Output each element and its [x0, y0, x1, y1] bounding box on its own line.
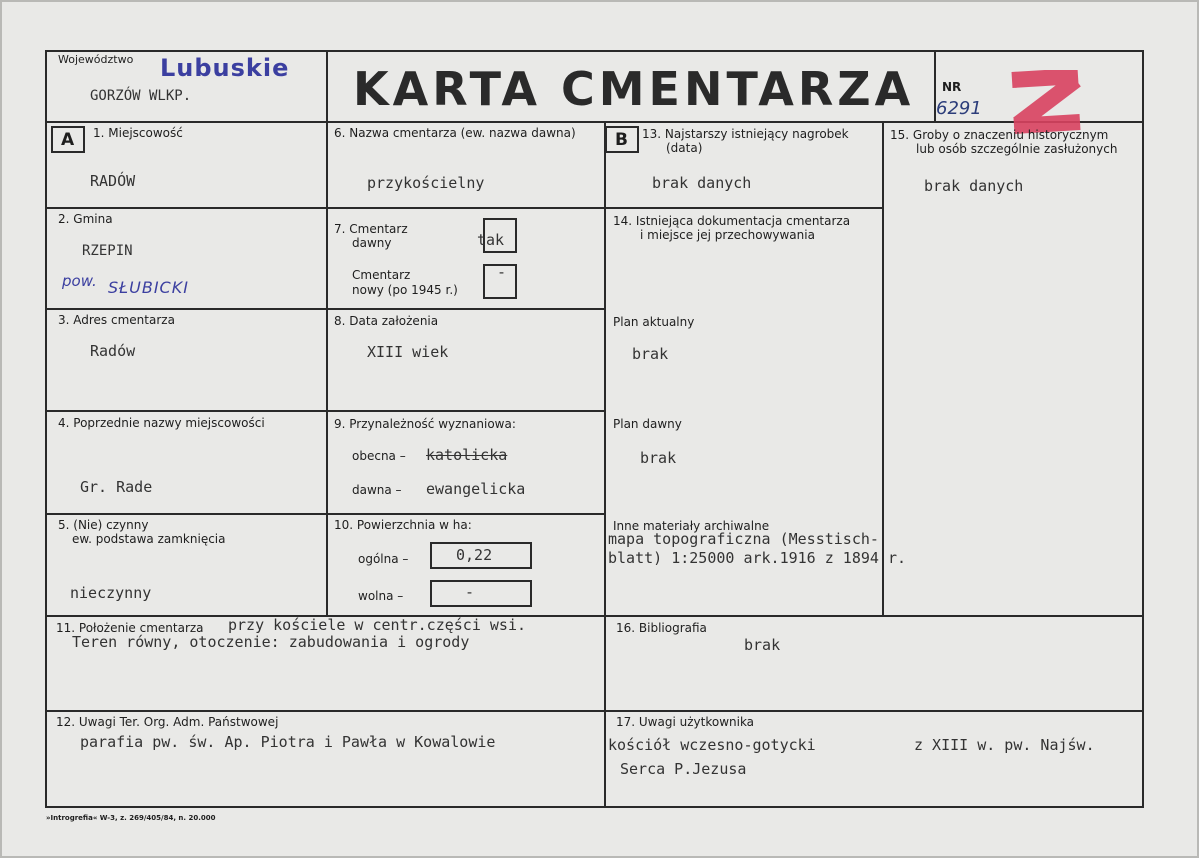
- rule: [45, 410, 605, 412]
- rule: [326, 50, 328, 615]
- section-b-letter: B: [615, 130, 628, 150]
- field-10-ogolna-value: 0,22: [456, 546, 493, 564]
- field-11-line-1: przy kościele w centr.części wsi.: [228, 616, 527, 634]
- field-14-label: 14. Istniejąca dokumentacja cmentarza: [613, 214, 851, 228]
- nr-label: NR: [942, 80, 962, 94]
- field-2-pow-label: pow.: [62, 272, 97, 290]
- field-13-label: 13. Najstarszy istniejący nagrobek: [642, 127, 849, 141]
- field-3-value: Radów: [90, 342, 136, 360]
- field-9-obecna-label: obecna –: [352, 449, 406, 463]
- field-5-label: 5. (Nie) czynny: [58, 518, 149, 532]
- field-13-value: brak danych: [652, 174, 752, 192]
- field-9-dawna-value: ewangelicka: [426, 480, 526, 498]
- rule: [45, 207, 883, 209]
- field-10-wolna-value: -: [465, 583, 475, 601]
- print-footer: »Introgrefia« W-3, z. 269/405/84, n. 20.000: [46, 814, 216, 822]
- field-7-label-3: Cmentarz: [352, 268, 411, 282]
- field-14-label-2: i miejsce jej przechowywania: [640, 228, 815, 242]
- nr-value: 6291: [936, 98, 982, 119]
- field-17-line-2: Serca P.Jezusa: [620, 760, 747, 778]
- field-8-label: 8. Data założenia: [334, 314, 439, 328]
- wojewodztwo-label: Województwo: [58, 53, 134, 66]
- field-7-label-4: nowy (po 1945 r.): [352, 283, 458, 297]
- field-2-value: RZEPIN: [82, 243, 133, 259]
- field-13-label-2: (data): [666, 141, 703, 155]
- field-9-obecna-value: katolicka: [426, 446, 508, 464]
- field-16-value: brak: [744, 636, 781, 654]
- field-17-label: 17. Uwagi użytkownika: [616, 715, 755, 729]
- rule: [45, 121, 1144, 123]
- plan-dawny-value: brak: [640, 449, 677, 467]
- field-17-line-1a: kościół wczesno-gotycki: [608, 736, 816, 754]
- field-6-label: 6. Nazwa cmentarza (ew. nazwa dawna): [334, 126, 576, 140]
- rule: [1142, 50, 1144, 808]
- field-11-label: 11. Położenie cmentarza: [56, 621, 204, 635]
- field-8-value: XIII wiek: [367, 343, 449, 361]
- field-5-label-2: ew. podstawa zamknięcia: [72, 532, 226, 546]
- field-12-value: parafia pw. św. Ap. Piotra i Pawła w Kowalowie: [80, 733, 496, 751]
- rule: [45, 615, 1144, 617]
- field-12-label: 12. Uwagi Ter. Org. Adm. Państwowej: [56, 715, 279, 729]
- rule: [604, 121, 606, 808]
- page-title: KARTA CMENTARZA: [353, 62, 915, 116]
- plan-aktualny-label: Plan aktualny: [613, 315, 695, 329]
- field-10-wolna-box: [430, 580, 532, 607]
- field-10-ogolna-label: ogólna –: [358, 552, 409, 566]
- field-15-value: brak danych: [924, 177, 1024, 195]
- section-a-letter: A: [61, 130, 75, 150]
- plan-dawny-label: Plan dawny: [613, 417, 682, 431]
- field-4-label: 4. Poprzednie nazwy miejscowości: [58, 416, 265, 430]
- field-7-label: 7. Cmentarz: [334, 222, 408, 236]
- field-15-label: 15. Groby o znaczeniu historycznym: [890, 128, 1109, 142]
- old-region: GORZÓW WLKP.: [90, 88, 192, 104]
- plan-aktualny-value: brak: [632, 345, 669, 363]
- field-4-value: Gr. Rade: [80, 478, 153, 496]
- field-16-label: 16. Bibliografia: [616, 621, 707, 635]
- field-10-label: 10. Powierzchnia w ha:: [334, 518, 472, 532]
- rule: [45, 308, 605, 310]
- field-2-pow-value: SŁUBICKI: [108, 278, 189, 297]
- field-2-label: 2. Gmina: [58, 212, 113, 226]
- inne-line-1: mapa topograficzna (Messtisch-: [608, 530, 879, 548]
- rule: [45, 50, 47, 808]
- field-15-label-2: lub osób szczególnie zasłużonych: [916, 142, 1118, 156]
- inne-line-2: blatt) 1:25000 ark.1916 z 1894 r.: [608, 549, 907, 567]
- red-z-mark: [1008, 70, 1082, 134]
- field-10-wolna-label: wolna –: [358, 589, 404, 603]
- field-6-value: przykościelny: [367, 174, 485, 192]
- wojewodztwo-stamp: Lubuskie: [160, 54, 290, 82]
- rule: [45, 50, 1144, 52]
- field-7-label-2: dawny: [352, 236, 392, 250]
- field-7-dawny-value: tak: [477, 231, 505, 249]
- rule: [45, 710, 1144, 712]
- field-9-dawna-label: dawna –: [352, 483, 402, 497]
- inne-label: Inne materiały archiwalne: [613, 519, 770, 533]
- field-17-line-1b: z XIII w. pw. Najśw.: [914, 736, 1095, 754]
- field-3-label: 3. Adres cmentarza: [58, 313, 175, 327]
- rule: [45, 513, 605, 515]
- field-1-value: RADÓW: [90, 172, 136, 190]
- rule: [882, 121, 884, 615]
- rule: [45, 806, 1144, 808]
- field-9-label: 9. Przynależność wyznaniowa:: [334, 417, 516, 431]
- field-5-value: nieczynny: [70, 584, 152, 602]
- field-7-nowy-value: -: [497, 263, 507, 281]
- field-1-label: 1. Miejscowość: [93, 126, 183, 140]
- field-11-line-2: Teren równy, otoczenie: zabudowania i ogrody: [72, 633, 470, 651]
